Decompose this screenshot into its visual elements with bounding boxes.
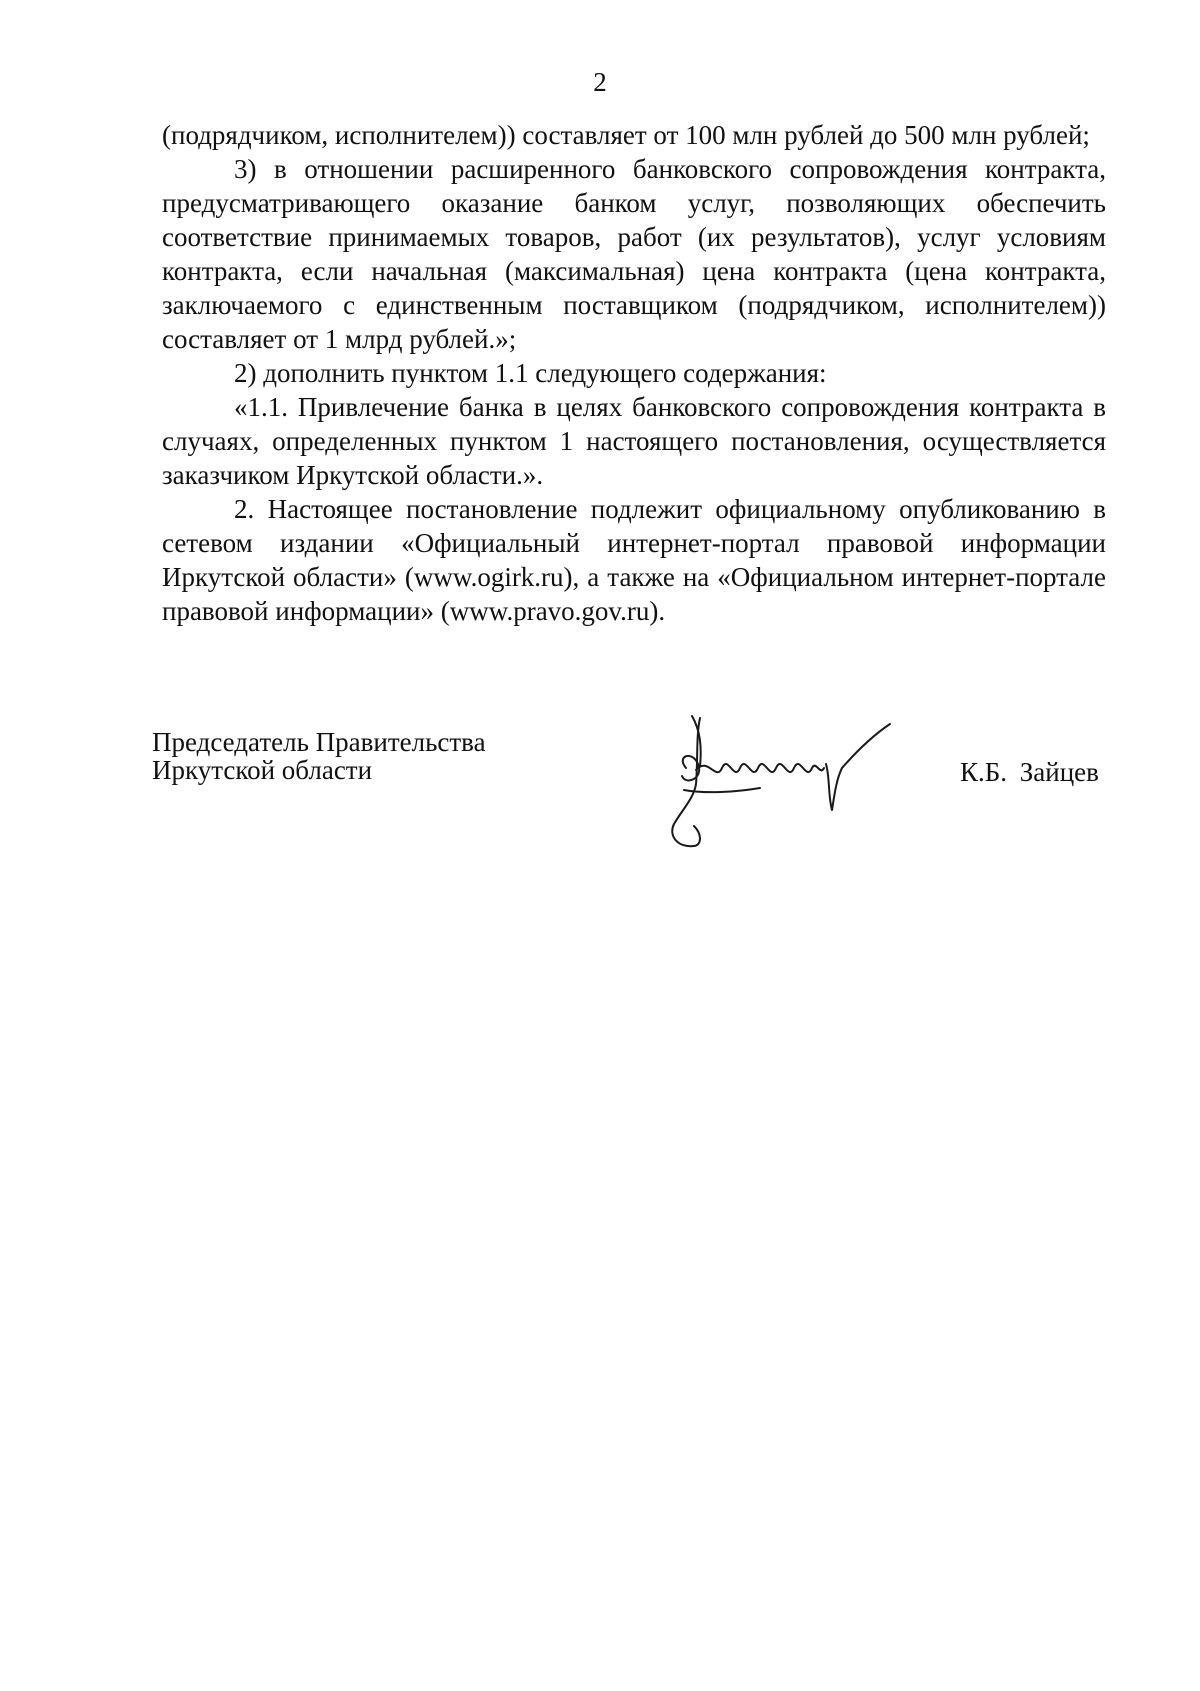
paragraph-clause-1-1: «1.1. Привлечение банка в целях банковского сопровождения контракта в случаях, определенных пунктом 1 настоящего постановления, осуществляется заказчиком Иркутской области.». bbox=[162, 392, 1106, 490]
page-number: 2 bbox=[593, 67, 607, 97]
signatory-title bbox=[152, 728, 486, 784]
paragraph-amend-2: 2) дополнить пунктом 1.1 следующего содержания: bbox=[234, 358, 827, 388]
document-body bbox=[162, 118, 1106, 628]
signatory-title-line-1: Председатель Правительства bbox=[152, 727, 486, 757]
signatory-name: К.Б. Зайцев bbox=[960, 757, 1099, 787]
paragraph-publication: 2. Настоящее постановление подлежит официальному опубликованию в сетевом издании «Официальный интернет-портал правовой информации Иркутской области» (www.ogirk.ru), а также на «Официальном интернет-портале правовой информации» (www.pravo.gov.ru). bbox=[162, 494, 1106, 626]
handwritten-signature bbox=[656, 706, 906, 856]
paragraph-item-3: 3) в отношении расширенного банковского сопровождения контракта, предусматривающего оказание банком услуг, позволяющих обеспечить соответствие принимаемых товаров, работ (их результатов), услуг условиям контракта, если начальная (максимальная) цена контракта (цена контракта, заключаемого с единственным поставщиком (подрядчиком, исполнителем)) составляет от 1 млрд рублей.»; bbox=[162, 154, 1106, 354]
signatory-title-line-2: Иркутской области bbox=[152, 755, 373, 785]
paragraph-continuation: (подрядчиком, исполнителем)) составляет от 100 млн рублей до 500 млн рублей; bbox=[162, 120, 1090, 150]
